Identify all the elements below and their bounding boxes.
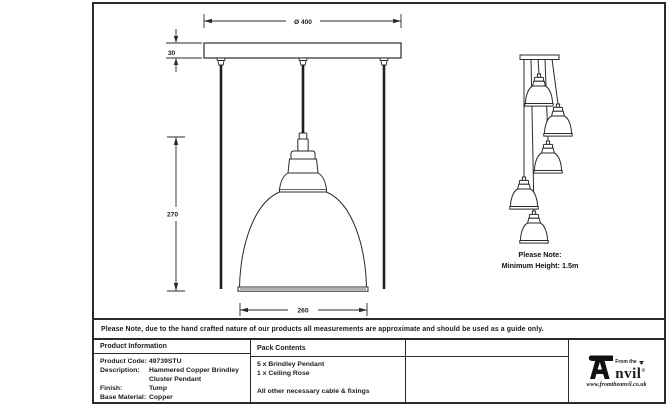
spec-sheet	[92, 2, 666, 404]
ceiling-plate	[204, 43, 401, 58]
description-value: Hammered Copper Brindley	[149, 367, 239, 374]
product-information-body	[94, 354, 250, 402]
base-material-label: Base Material:	[100, 394, 147, 401]
dim-label-drop-height: 270	[166, 211, 179, 219]
website-text: www.fromtheanvil.co.uk	[586, 381, 647, 388]
brindley-shade	[238, 133, 368, 291]
tiny-anvil-icon	[639, 360, 644, 365]
product-info-table	[94, 338, 664, 402]
dim-label-plate-diameter: Ø 400	[294, 18, 312, 26]
disclaimer-text: Please Note, due to the hand crafted nature of our products all measurements are approximate and should be used as a guide only.	[101, 325, 544, 333]
dim-label-plate-thickness: 30	[167, 50, 176, 57]
drawing-area	[94, 4, 664, 318]
anvil-logo-icon	[587, 355, 614, 380]
pack-contents-column	[251, 340, 406, 402]
logo-from-the: From the	[615, 360, 645, 365]
pack-item: 1 x Ceiling Rose	[257, 370, 310, 377]
finish-row	[100, 384, 244, 393]
pack-item: 5 x Brindley Pendant	[257, 361, 325, 368]
brand-logo	[586, 355, 646, 388]
finish-value: Tump	[149, 385, 167, 392]
dim-label-shade-diameter: 260	[297, 307, 309, 315]
disclaimer-bar	[94, 318, 664, 338]
brand-logo-cell	[569, 340, 664, 402]
cluster-note-line1: Please Note:	[518, 250, 562, 259]
description-label: Description:	[100, 367, 140, 374]
pack-contents-body	[251, 357, 405, 396]
product-code-label: Product Code:	[100, 358, 147, 365]
description-row	[100, 366, 244, 375]
description-value-2: Cluster Pendant	[149, 376, 202, 383]
base-material-row	[100, 393, 244, 402]
cluster-illustration	[510, 55, 572, 243]
product-information-column	[94, 340, 251, 402]
finish-label: Finish:	[100, 385, 123, 392]
product-code-row	[100, 357, 244, 366]
cluster-note	[469, 250, 611, 271]
base-material-value: Copper	[149, 394, 173, 401]
cluster-note-line2: Minimum Height: 1.5m	[501, 260, 579, 270]
pack-contents-header: Pack Contents	[251, 340, 405, 357]
empty-column-header	[406, 340, 568, 357]
logo-wordmark: nvil®	[615, 365, 646, 382]
description-row-2	[100, 375, 244, 384]
product-information-header: Product Information	[94, 340, 250, 354]
empty-column	[406, 340, 569, 402]
cord-connectors	[217, 58, 388, 65]
product-code-value: 49739STU	[149, 358, 182, 365]
pack-item: All other necessary cable & fixings	[257, 388, 370, 395]
cluster-ceiling-plate	[520, 55, 559, 60]
registered-mark: ®	[641, 368, 646, 374]
